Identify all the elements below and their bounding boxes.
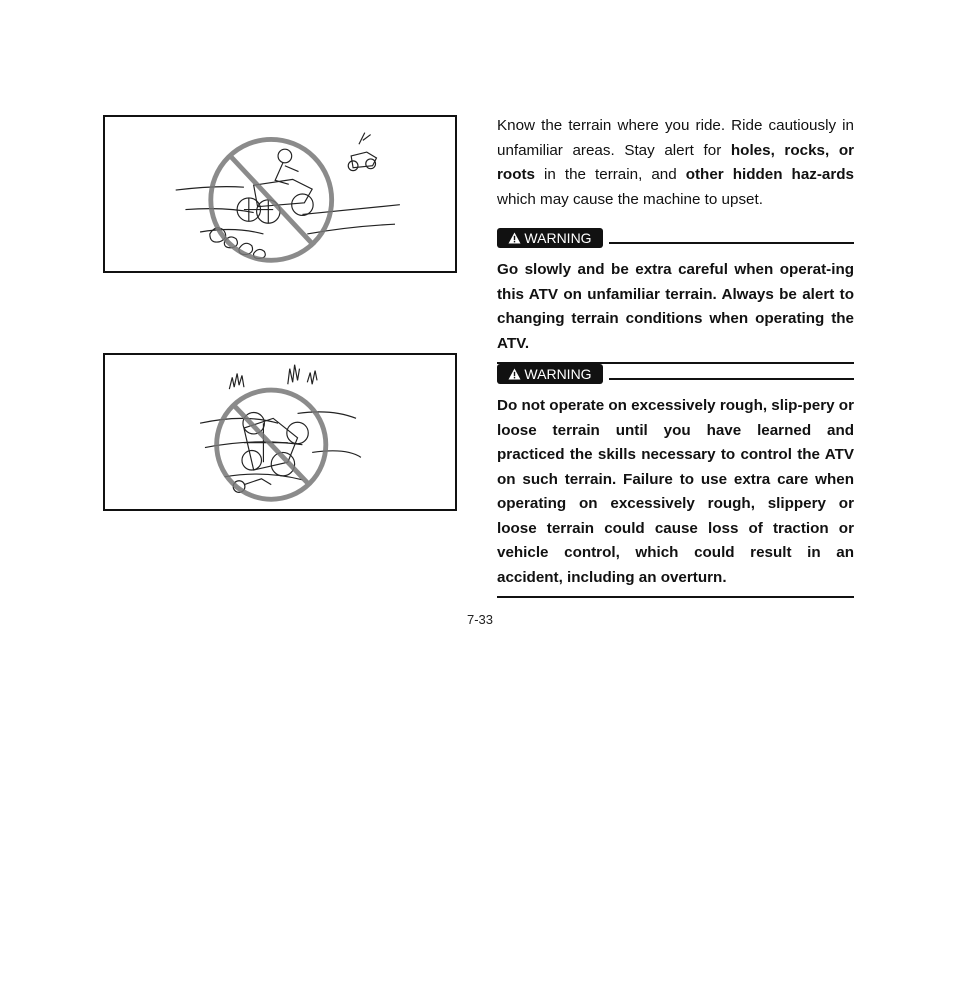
intro-text-part: Know the terrain where you ride. Ride cautiously in unfamiliar areas. Stay alert for xyxy=(497,117,854,159)
warning-badge xyxy=(497,228,603,248)
intro-text-part: which may cause the machine to upset. xyxy=(497,190,763,208)
prohibition-sign-icon xyxy=(211,139,332,260)
warning-block-unfamiliar-terrain xyxy=(497,228,854,364)
warning-bottom-rule xyxy=(497,596,854,598)
intro-emphasis-hazards: holes, rocks, or roots xyxy=(497,141,855,183)
warning-triangle-icon xyxy=(508,232,521,244)
warning-header-rule xyxy=(609,378,854,380)
warning-block-rough-terrain xyxy=(497,364,854,598)
intro-emphasis-hidden-hazards: other hidden haz-ards xyxy=(685,166,854,183)
intro-text xyxy=(497,114,854,212)
warning-header xyxy=(497,364,854,386)
warning-text: Go slowly and be extra careful when operat-ing this ATV on unfamiliar terrain. Always be alert to changing terrain conditions when operating the ATV. xyxy=(497,261,854,352)
warning-header xyxy=(497,228,854,250)
figure-atv-rocky-terrain xyxy=(103,115,457,273)
prohibition-sign-icon xyxy=(217,390,326,499)
warning-triangle-icon xyxy=(508,368,521,380)
intro-paragraph xyxy=(497,114,854,212)
warning-text: Do not operate on excessively rough, slip-pery or loose terrain until you have learned and practiced the skills necessary to control the ATV on such terrain. Failure to use extra care when operating on excessively rough, slippery or loose terrain could cause loss of traction or vehicle control, which could result in an accident, including an overturn. xyxy=(497,397,854,586)
atv-rocks-illustration xyxy=(105,117,455,271)
figure-atv-overturn xyxy=(103,353,457,511)
warning-label: WARNING xyxy=(524,230,592,246)
warning-header-rule xyxy=(609,242,854,244)
page-number: 7-33 xyxy=(466,612,494,627)
atv-overturn-illustration xyxy=(105,355,455,509)
warning-label: WARNING xyxy=(524,366,592,382)
intro-text-part: in the terrain, and xyxy=(534,166,686,183)
warning-badge xyxy=(497,364,603,384)
